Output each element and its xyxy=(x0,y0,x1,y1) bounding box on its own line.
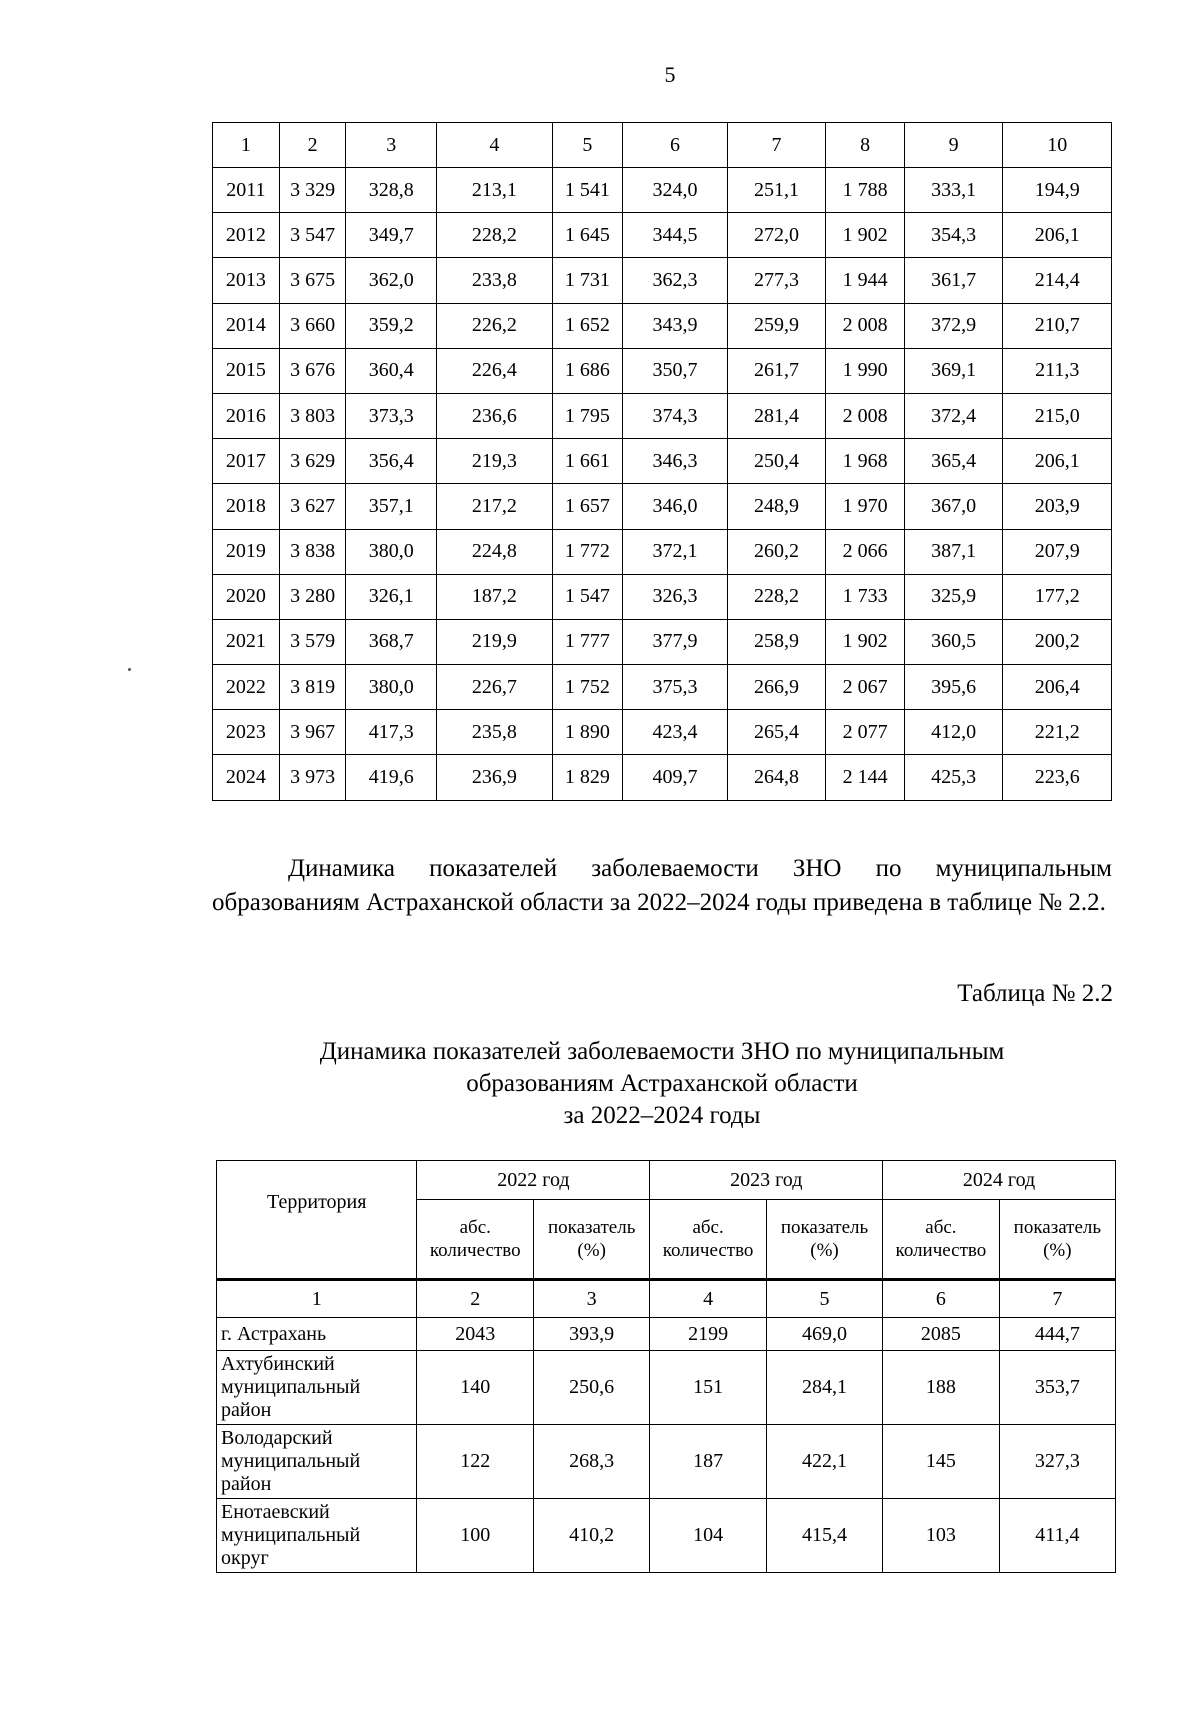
value-cell: 344,5 xyxy=(623,213,728,258)
column-number: 6 xyxy=(623,123,728,168)
value-cell: 100 xyxy=(417,1499,534,1573)
value-cell: 210,7 xyxy=(1003,303,1112,348)
table-row xyxy=(213,258,1112,303)
table-caption xyxy=(212,1036,1112,1132)
value-cell: 224,8 xyxy=(437,529,552,574)
value-cell: 346,0 xyxy=(623,484,728,529)
column-number: 8 xyxy=(826,123,905,168)
value-cell: 1 788 xyxy=(826,168,905,213)
value-cell: 377,9 xyxy=(623,619,728,664)
value-cell: 1 645 xyxy=(552,213,623,258)
table-row xyxy=(217,1499,1116,1573)
value-cell: 3 838 xyxy=(279,529,346,574)
value-cell: 469,0 xyxy=(766,1318,882,1351)
value-cell: 425,3 xyxy=(904,755,1003,800)
value-cell: 2085 xyxy=(883,1318,1000,1351)
value-cell: 387,1 xyxy=(904,529,1003,574)
value-cell: 206,1 xyxy=(1003,439,1112,484)
value-cell: 372,4 xyxy=(904,393,1003,438)
value-cell: 353,7 xyxy=(999,1351,1115,1425)
value-cell: 373,3 xyxy=(346,393,437,438)
value-cell: 1 772 xyxy=(552,529,623,574)
header-row xyxy=(217,1161,1116,1200)
value-cell: 1 652 xyxy=(552,303,623,348)
value-cell: 3 803 xyxy=(279,393,346,438)
rate-header: показатель (%) xyxy=(766,1200,882,1280)
value-cell: 2199 xyxy=(650,1318,767,1351)
year-header: 2024 год xyxy=(883,1161,1116,1200)
value-cell: 268,3 xyxy=(534,1425,650,1499)
value-cell: 3 629 xyxy=(279,439,346,484)
value-cell: 380,0 xyxy=(346,665,437,710)
incidence-table-by-year xyxy=(212,122,1112,801)
municipal-incidence-table xyxy=(216,1160,1116,1573)
value-cell: 333,1 xyxy=(904,168,1003,213)
value-cell: 122 xyxy=(417,1425,534,1499)
value-cell: 272,0 xyxy=(727,213,826,258)
year-cell: 2023 xyxy=(213,710,280,755)
table-row xyxy=(213,755,1112,800)
territory-cell: Володарский муниципальный район xyxy=(217,1425,417,1499)
column-number: 7 xyxy=(727,123,826,168)
year-cell: 2011 xyxy=(213,168,280,213)
value-cell: 1 547 xyxy=(552,574,623,619)
territory-cell: Енотаевский муниципальный округ xyxy=(217,1499,417,1573)
value-cell: 221,2 xyxy=(1003,710,1112,755)
year-cell: 2022 xyxy=(213,665,280,710)
value-cell: 226,2 xyxy=(437,303,552,348)
column-number: 1 xyxy=(213,123,280,168)
value-cell: 194,9 xyxy=(1003,168,1112,213)
value-cell: 374,3 xyxy=(623,393,728,438)
column-number: 5 xyxy=(766,1280,882,1318)
column-number: 10 xyxy=(1003,123,1112,168)
value-cell: 235,8 xyxy=(437,710,552,755)
year-cell: 2016 xyxy=(213,393,280,438)
value-cell: 325,9 xyxy=(904,574,1003,619)
rate-header: показатель (%) xyxy=(534,1200,650,1280)
value-cell: 3 676 xyxy=(279,348,346,393)
value-cell: 324,0 xyxy=(623,168,728,213)
value-cell: 226,7 xyxy=(437,665,552,710)
value-cell: 145 xyxy=(883,1425,1000,1499)
value-cell: 1 777 xyxy=(552,619,623,664)
column-number: 3 xyxy=(346,123,437,168)
column-number: 4 xyxy=(650,1280,767,1318)
value-cell: 1 733 xyxy=(826,574,905,619)
value-cell: 215,0 xyxy=(1003,393,1112,438)
table-row xyxy=(213,529,1112,574)
value-cell: 281,4 xyxy=(727,393,826,438)
value-cell: 236,9 xyxy=(437,755,552,800)
value-cell: 361,7 xyxy=(904,258,1003,303)
column-number: 2 xyxy=(417,1280,534,1318)
value-cell: 200,2 xyxy=(1003,619,1112,664)
value-cell: 3 627 xyxy=(279,484,346,529)
year-cell: 2018 xyxy=(213,484,280,529)
value-cell: 211,3 xyxy=(1003,348,1112,393)
value-cell: 1 829 xyxy=(552,755,623,800)
column-number: 5 xyxy=(552,123,623,168)
value-cell: 1 890 xyxy=(552,710,623,755)
value-cell: 3 973 xyxy=(279,755,346,800)
value-cell: 2 008 xyxy=(826,303,905,348)
value-cell: 3 280 xyxy=(279,574,346,619)
value-cell: 1 970 xyxy=(826,484,905,529)
abs-count-header: абс. количество xyxy=(883,1200,1000,1280)
value-cell: 284,1 xyxy=(766,1351,882,1425)
value-cell: 251,1 xyxy=(727,168,826,213)
value-cell: 444,7 xyxy=(999,1318,1115,1351)
value-cell: 103 xyxy=(883,1499,1000,1573)
intro-paragraph: Динамика показателей заболеваемости ЗНО по муниципальным образованиям Астраханской области за 2022–2024 годы приведена в таблице № 2.2. xyxy=(212,855,1112,916)
year-cell: 2014 xyxy=(213,303,280,348)
value-cell: 327,3 xyxy=(999,1425,1115,1499)
value-cell: 104 xyxy=(650,1499,767,1573)
value-cell: 248,9 xyxy=(727,484,826,529)
value-cell: 250,4 xyxy=(727,439,826,484)
value-cell: 188 xyxy=(883,1351,1000,1425)
territory-header: Территория xyxy=(217,1161,417,1280)
column-number: 7 xyxy=(999,1280,1115,1318)
value-cell: 259,9 xyxy=(727,303,826,348)
value-cell: 354,3 xyxy=(904,213,1003,258)
year-cell: 2024 xyxy=(213,755,280,800)
value-cell: 395,6 xyxy=(904,665,1003,710)
value-cell: 410,2 xyxy=(534,1499,650,1573)
value-cell: 265,4 xyxy=(727,710,826,755)
table-row xyxy=(213,619,1112,664)
year-cell: 2017 xyxy=(213,439,280,484)
value-cell: 177,2 xyxy=(1003,574,1112,619)
value-cell: 367,0 xyxy=(904,484,1003,529)
scan-speck xyxy=(128,668,131,671)
value-cell: 1 968 xyxy=(826,439,905,484)
column-number: 1 xyxy=(217,1280,417,1318)
value-cell: 228,2 xyxy=(437,213,552,258)
value-cell: 213,1 xyxy=(437,168,552,213)
value-cell: 228,2 xyxy=(727,574,826,619)
value-cell: 380,0 xyxy=(346,529,437,574)
value-cell: 226,4 xyxy=(437,348,552,393)
value-cell: 415,4 xyxy=(766,1499,882,1573)
value-cell: 372,9 xyxy=(904,303,1003,348)
value-cell: 3 675 xyxy=(279,258,346,303)
value-cell: 417,3 xyxy=(346,710,437,755)
value-cell: 365,4 xyxy=(904,439,1003,484)
value-cell: 1 990 xyxy=(826,348,905,393)
table-row xyxy=(213,303,1112,348)
value-cell: 250,6 xyxy=(534,1351,650,1425)
value-cell: 409,7 xyxy=(623,755,728,800)
value-cell: 362,0 xyxy=(346,258,437,303)
year-cell: 2015 xyxy=(213,348,280,393)
value-cell: 233,8 xyxy=(437,258,552,303)
value-cell: 236,6 xyxy=(437,393,552,438)
value-cell: 1 541 xyxy=(552,168,623,213)
value-cell: 359,2 xyxy=(346,303,437,348)
value-cell: 372,1 xyxy=(623,529,728,574)
value-cell: 187,2 xyxy=(437,574,552,619)
year-cell: 2019 xyxy=(213,529,280,574)
value-cell: 2043 xyxy=(417,1318,534,1351)
value-cell: 277,3 xyxy=(727,258,826,303)
value-cell: 3 579 xyxy=(279,619,346,664)
table-row xyxy=(213,348,1112,393)
value-cell: 217,2 xyxy=(437,484,552,529)
year-cell: 2020 xyxy=(213,574,280,619)
rate-header: показатель (%) xyxy=(999,1200,1115,1280)
value-cell: 2 008 xyxy=(826,393,905,438)
value-cell: 357,1 xyxy=(346,484,437,529)
caption-line: Динамика показателей заболеваемости ЗНО по муниципальным xyxy=(319,1038,1005,1065)
value-cell: 1 902 xyxy=(826,213,905,258)
value-cell: 350,7 xyxy=(623,348,728,393)
value-cell: 140 xyxy=(417,1351,534,1425)
value-cell: 346,3 xyxy=(623,439,728,484)
year-cell: 2021 xyxy=(213,619,280,664)
value-cell: 3 660 xyxy=(279,303,346,348)
value-cell: 3 329 xyxy=(279,168,346,213)
value-cell: 1 795 xyxy=(552,393,623,438)
table-row xyxy=(213,484,1112,529)
value-cell: 328,8 xyxy=(346,168,437,213)
table-row xyxy=(213,439,1112,484)
value-cell: 266,9 xyxy=(727,665,826,710)
year-cell: 2013 xyxy=(213,258,280,303)
value-cell: 187 xyxy=(650,1425,767,1499)
value-cell: 375,3 xyxy=(623,665,728,710)
column-number-row xyxy=(217,1280,1116,1318)
table-row xyxy=(213,213,1112,258)
value-cell: 326,3 xyxy=(623,574,728,619)
table-row xyxy=(217,1425,1116,1499)
column-number: 9 xyxy=(904,123,1003,168)
value-cell: 2 144 xyxy=(826,755,905,800)
caption-line: за 2022–2024 годы xyxy=(563,1102,761,1129)
column-number: 4 xyxy=(437,123,552,168)
value-cell: 219,3 xyxy=(437,439,552,484)
value-cell: 2 067 xyxy=(826,665,905,710)
table-row xyxy=(213,665,1112,710)
territory-cell: Ахтубинский муниципальный район xyxy=(217,1351,417,1425)
value-cell: 2 077 xyxy=(826,710,905,755)
value-cell: 360,4 xyxy=(346,348,437,393)
year-header: 2023 год xyxy=(650,1161,883,1200)
value-cell: 419,6 xyxy=(346,755,437,800)
table-row xyxy=(217,1351,1116,1425)
value-cell: 223,6 xyxy=(1003,755,1112,800)
value-cell: 1 944 xyxy=(826,258,905,303)
table-row xyxy=(213,574,1112,619)
table-row xyxy=(213,168,1112,213)
value-cell: 261,7 xyxy=(727,348,826,393)
year-cell: 2012 xyxy=(213,213,280,258)
value-cell: 422,1 xyxy=(766,1425,882,1499)
value-cell: 343,9 xyxy=(623,303,728,348)
abs-count-header: абс. количество xyxy=(417,1200,534,1280)
value-cell: 260,2 xyxy=(727,529,826,574)
value-cell: 349,7 xyxy=(346,213,437,258)
value-cell: 214,4 xyxy=(1003,258,1112,303)
value-cell: 412,0 xyxy=(904,710,1003,755)
value-cell: 203,9 xyxy=(1003,484,1112,529)
table-label: Таблица № 2.2 xyxy=(957,980,1113,1007)
value-cell: 423,4 xyxy=(623,710,728,755)
value-cell: 369,1 xyxy=(904,348,1003,393)
column-number: 3 xyxy=(534,1280,650,1318)
value-cell: 206,1 xyxy=(1003,213,1112,258)
value-cell: 207,9 xyxy=(1003,529,1112,574)
value-cell: 1 902 xyxy=(826,619,905,664)
column-number: 2 xyxy=(279,123,346,168)
column-number-row xyxy=(213,123,1112,168)
abs-count-header: абс. количество xyxy=(650,1200,767,1280)
value-cell: 3 547 xyxy=(279,213,346,258)
column-number: 6 xyxy=(883,1280,1000,1318)
table-row xyxy=(213,710,1112,755)
value-cell: 1 752 xyxy=(552,665,623,710)
value-cell: 326,1 xyxy=(346,574,437,619)
value-cell: 393,9 xyxy=(534,1318,650,1351)
territory-cell: г. Астрахань xyxy=(217,1318,417,1351)
value-cell: 368,7 xyxy=(346,619,437,664)
year-header: 2022 год xyxy=(417,1161,650,1200)
value-cell: 360,5 xyxy=(904,619,1003,664)
value-cell: 1 686 xyxy=(552,348,623,393)
table-row xyxy=(213,393,1112,438)
page-number: 5 xyxy=(664,62,676,87)
value-cell: 3 819 xyxy=(279,665,346,710)
value-cell: 1 657 xyxy=(552,484,623,529)
value-cell: 356,4 xyxy=(346,439,437,484)
table-row xyxy=(217,1318,1116,1351)
value-cell: 151 xyxy=(650,1351,767,1425)
value-cell: 264,8 xyxy=(727,755,826,800)
value-cell: 362,3 xyxy=(623,258,728,303)
value-cell: 219,9 xyxy=(437,619,552,664)
value-cell: 2 066 xyxy=(826,529,905,574)
value-cell: 1 661 xyxy=(552,439,623,484)
value-cell: 411,4 xyxy=(999,1499,1115,1573)
value-cell: 258,9 xyxy=(727,619,826,664)
value-cell: 3 967 xyxy=(279,710,346,755)
caption-line: образованиям Астраханской области xyxy=(466,1070,858,1097)
value-cell: 206,4 xyxy=(1003,665,1112,710)
value-cell: 1 731 xyxy=(552,258,623,303)
